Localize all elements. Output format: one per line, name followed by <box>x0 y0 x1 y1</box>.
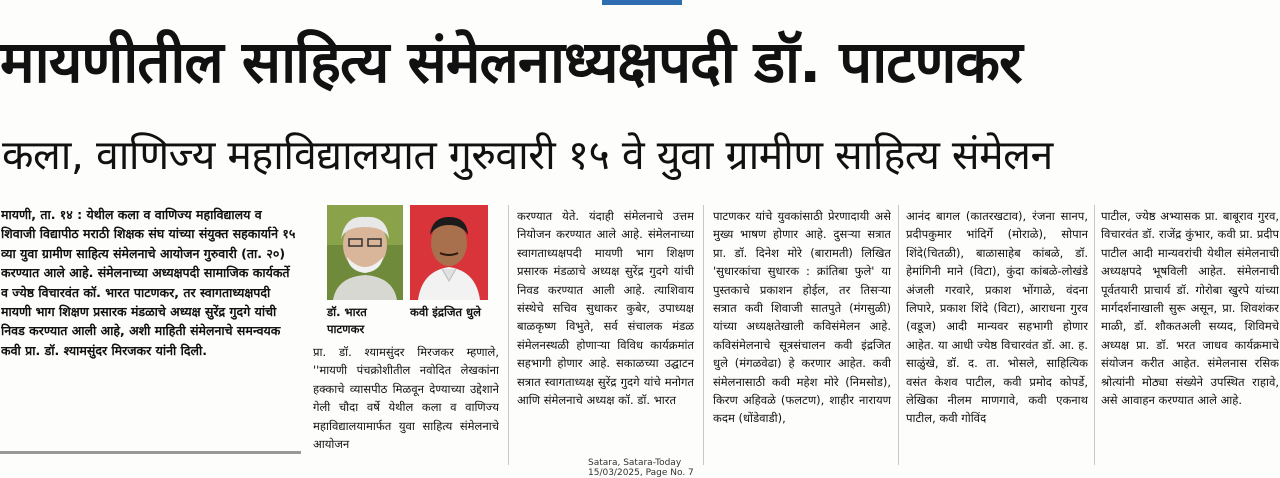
portrait-elderly-man-icon <box>327 205 403 300</box>
lead-paragraph: मायणी, ता. १४ : येथील कला व वाणिज्य महाविद्यालय व शिवाजी विद्यापीठ मराठी शिक्षक संघ यांच्या संयुक्त सहकार्याने १५ व्या युवा ग्रामीण साहित्य संमेलनाचे आयोजन गुरुवारी (ता. २०) करण्यात आले आहे. संमेलनाच्या अध्यक्षपदी सामाजिक कार्यकर्ते व ज्येष्ठ विचारवंत कॉ. भारत पाटणकर, तर स्वागताध्यक्षपदी मायणी भाग शिक्षण प्रसारक मंडळाचे अध्यक्ष सुरेंद्र गुदगे यांची निवड करण्यात आली आहे, अशी माहिती संमेलनाचे समन्वयक कवी प्रा. डॉ. श्यामसुंदर मिरजकर यांनी दिली. <box>1 207 296 358</box>
masthead-accent-bar <box>602 0 682 5</box>
caption-photo2: कवी इंद्रजित धुले <box>410 305 481 319</box>
source-credit <box>588 458 694 478</box>
portrait-young-man-icon <box>410 205 488 300</box>
column-divider <box>508 205 509 465</box>
column-divider <box>898 205 899 465</box>
lead-bottom-rule <box>0 451 301 454</box>
headline: मायणीतील साहित्य संमेलनाध्यक्षपदी डॉ. पाटणकर <box>0 28 1022 96</box>
article-column-2: प्रा. डॉ. श्यामसुंदर मिरजकर म्हणाले, ''मायणी पंचक्रोशीतील नवोदित लेखकांना हक्काचे व्यासपीठ मिळवून देण्याच्या उद्देशाने गेली चौदा वर्षे येथील कला व वाणिज्य महाविद्यालयामार्फत युवा साहित्य संमेलनाचे आयोजन <box>313 345 499 452</box>
article-column-5: आनंद बागल (कातरखटाव), रंजना सानप, प्रदीपकुमार भांदिर्गे (मोराळे), सोपान शिंदे(चितळी), बाळासाहेब कांबळे, डॉ. हेमांगिनी माने (विटा), कुंदा कांबळे-लोखंडे अंजली गरवारे, प्रकाश भोंगाळे, वंदना लिपारे, प्रकाश शिंदे (विटा), आराधना गुरव (वडूज) आदी मान्यवर सहभागी होणार आहेत. या आधी ज्येष्ठ विचारवंत डॉ. आ. ह. साळुंखे, डॉ. द. ता. भोसले, साहित्यिक वसंत केशव पाटील, कवी प्रमोद कोपर्डे, लेखिका नीलम माणगावे, कवी एकनाथ पाटील, कवी गोविंद <box>906 209 1088 426</box>
caption-photo1: डॉ. भारत पाटणकर <box>327 305 367 336</box>
column-divider <box>703 205 704 465</box>
subheadline: कला, वाणिज्य महाविद्यालयात गुरुवारी १५ वे युवा ग्रामीण साहित्य संमेलन <box>2 131 1053 179</box>
column-divider <box>1094 205 1095 465</box>
article-column-3: करण्यात येते. यंदाही संमेलनाचे उत्तम नियोजन करण्यात आले आहे. संमेलनाच्या स्वागताध्यक्षपदी मायणी भाग शिक्षण प्रसारक मंडळाचे अध्यक्ष सुरेंद्र गुदगे यांची निवड करण्यात आली आहे. त्याशिवाय संस्थेचे सचिव सुधाकर कुबेर, उपाध्यक्ष बाळकृष्ण विभुते, सर्व संचालक मंडळ संमेलनस्थळी होणाऱ्या विविध कार्यक्रमांत सहभागी होणार आहे. सकाळच्या उद्घाटन सत्रात स्वागताध्यक्ष सुरेंद्र गुदगे यांचे मनोगत आणि संमेलनाचे अध्यक्ष कॉ. डॉ. भारत <box>517 209 694 408</box>
credit-publication: Satara, Satara-Today <box>588 458 682 468</box>
article-column-6: पाटील, ज्येष्ठ अभ्यासक प्रा. बाबूराव गुरव, विचारवंत डॉ. राजेंद्र कुंभार, कवी प्रा. प्रदीप पाटील आदी मान्यवरांची येथील संमेलनाची अध्यक्षपदे भूषविली आहेत. संमेलनाची पूर्वतयारी प्राचार्य डॉ. गोरोबा खुरपे यांच्या मार्गदर्शनाखाली सुरू असून, प्रा. शिवशंकर माळी, डॉ. शौकतअली सय्यद, शिविमचे अध्यक्ष प्रा. डॉ. भरत जाधव कार्यक्रमाचे संयोजन करीत आहेत. संमेलनास रसिक श्रोत्यांनी मोठ्या संख्येने उपस्थित राहावे, असे आवाहन करण्यात आले आहे. <box>1101 209 1279 408</box>
photo-bharat-patankar <box>327 205 403 300</box>
article-column-4: पाटणकर यांचे युवकांसाठी प्रेरणादायी असे मुख्य भाषण होणार आहे. दुसऱ्या सत्रात प्रा. डॉ. दिनेश मोरे (बारामती) लिखित 'सुधारकांचा सुधारक : क्रांतिबा फुले' या पुस्तकाचे प्रकाशन होईल, तर तिसऱ्या सत्रात कवी शिवाजी सातपुते (मंगसुळी) यांच्या अध्यक्षतेखाली कविसंमेलन आहे. कविसंमेलनाचे सूत्रसंचालन कवी इंद्रजित धुले (मंगळवेढा) हे करणार आहेत. कवी संमेलनासाठी कवी महेश मोरे (निमसोड), किरण अहिवळे (फलटण), शाहीर नारायण कदम (धोंडेवाडी), <box>713 209 891 426</box>
credit-date-page: 15/03/2025, Page No. 7 <box>588 468 694 478</box>
photo-indrajit-dhule <box>410 205 488 300</box>
